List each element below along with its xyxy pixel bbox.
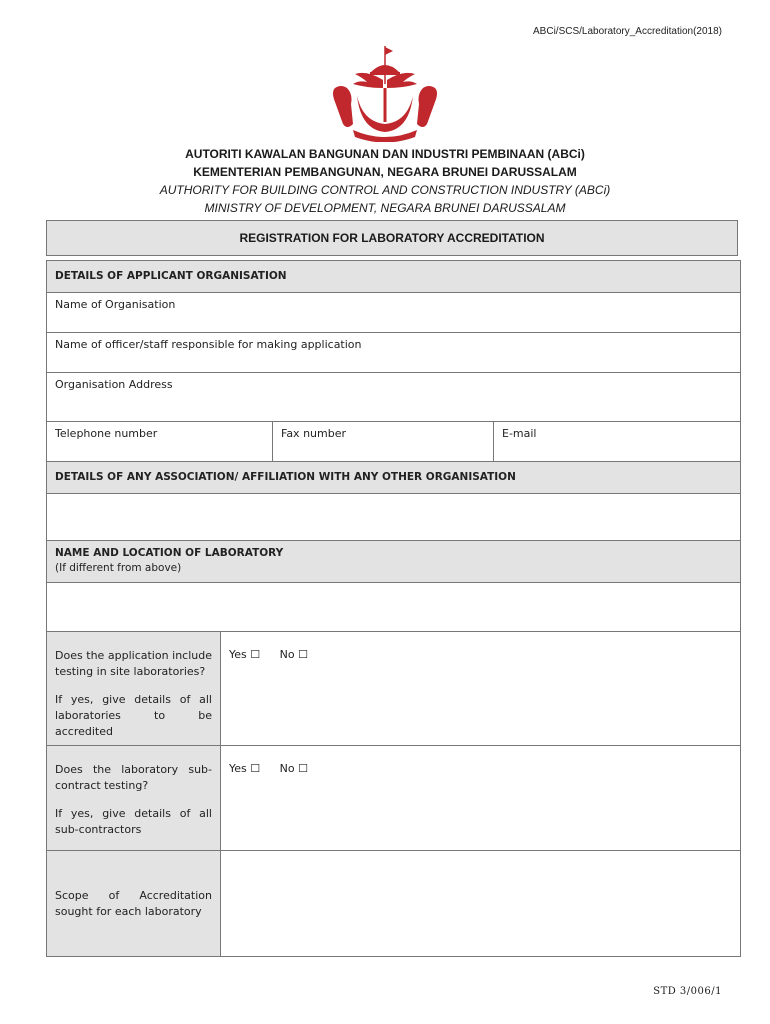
- header-malay-ministry: KEMENTERIAN PEMBANGUNAN, NEGARA BRUNEI DARUSSALAM: [193, 165, 577, 179]
- email-label: E-mail: [502, 427, 537, 440]
- section-heading-laboratory: [47, 541, 741, 583]
- subcontract-question-cell: [47, 746, 221, 851]
- fax-field[interactable]: [273, 422, 494, 462]
- document-reference: ABCi/SCS/Laboratory_Accreditation(2018): [533, 26, 722, 37]
- association-details-field[interactable]: [47, 494, 741, 541]
- subcontract-answer-cell[interactable]: [221, 746, 741, 851]
- subcontract-no-checkbox[interactable]: No ☐: [279, 762, 308, 775]
- site-labs-yes-checkbox[interactable]: Yes ☐: [229, 648, 261, 661]
- header-malay-authority: AUTORITI KAWALAN BANGUNAN DAN INDUSTRI PEMBINAAN (ABCi): [185, 147, 585, 161]
- form-title: REGISTRATION FOR LABORATORY ACCREDITATION: [46, 220, 738, 256]
- brunei-crest-logo: [327, 44, 443, 142]
- site-labs-question-cell: [47, 632, 221, 746]
- site-labs-answer-cell[interactable]: [221, 632, 741, 746]
- organisation-address-label: Organisation Address: [55, 378, 173, 391]
- officer-name-label: Name of officer/staff responsible for making application: [55, 338, 362, 351]
- scope-label-cell: [47, 851, 221, 957]
- scope-label: Scope of Accreditation sought for each laboratory: [55, 888, 212, 918]
- header-english-authority: AUTHORITY FOR BUILDING CONTROL AND CONSTRUCTION INDUSTRY (ABCi): [159, 183, 611, 197]
- organisation-name-label: Name of Organisation: [55, 298, 176, 311]
- fax-label: Fax number: [281, 427, 346, 440]
- site-labs-detail: If yes, give details of all laboratories to be accredited: [55, 693, 212, 738]
- site-labs-question: Does the application include testing in site laboratories?: [55, 649, 212, 678]
- header-english-ministry: MINISTRY OF DEVELOPMENT, NEGARA BRUNEI DARUSSALAM: [204, 201, 566, 215]
- subcontract-detail: If yes, give details of all sub-contractors: [55, 807, 212, 836]
- subcontract-question: Does the laboratory sub-contract testing?: [55, 763, 212, 792]
- telephone-label: Telephone number: [55, 427, 158, 440]
- laboratory-details-field[interactable]: [47, 583, 741, 632]
- organisation-name-field[interactable]: [47, 293, 741, 333]
- telephone-field[interactable]: [47, 422, 273, 462]
- laboratory-heading: NAME AND LOCATION OF LABORATORY: [55, 547, 284, 559]
- site-labs-no-checkbox[interactable]: No ☐: [279, 648, 308, 661]
- officer-name-field[interactable]: [47, 333, 741, 373]
- scope-details-field[interactable]: [221, 851, 741, 957]
- footer-form-code: STD 3/006/1: [653, 986, 722, 997]
- section-heading-association: DETAILS OF ANY ASSOCIATION/ AFFILIATION WITH ANY OTHER ORGANISATION: [47, 462, 741, 494]
- email-field[interactable]: [494, 422, 741, 462]
- organisation-address-field[interactable]: [47, 373, 741, 422]
- laboratory-subheading: (If different from above): [55, 562, 182, 574]
- application-form: [46, 260, 741, 957]
- section-heading-applicant: DETAILS OF APPLICANT ORGANISATION: [47, 261, 741, 293]
- subcontract-yes-checkbox[interactable]: Yes ☐: [229, 762, 261, 775]
